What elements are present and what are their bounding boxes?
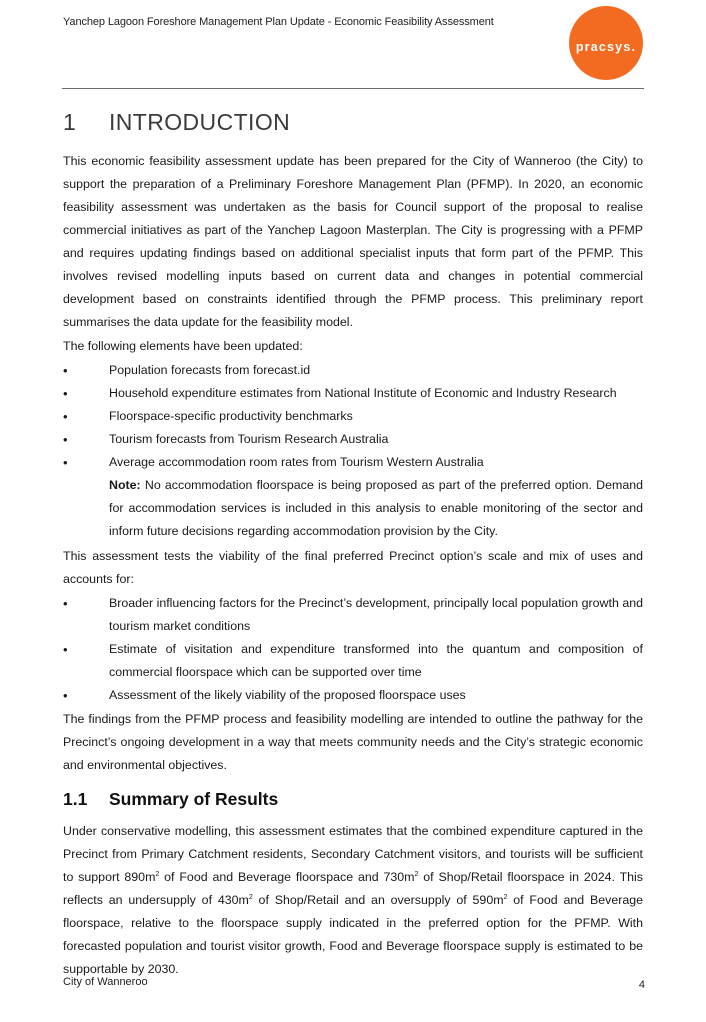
list-item: • Floorspace-specific productivity benchmarks [63,405,643,428]
logo-text: pracsys. [575,40,637,54]
subsection-heading [63,787,643,811]
list-item: • Tourism forecasts from Tourism Research Australia [63,428,643,451]
findings-paragraph: The findings from the PFMP process and feasibility modelling are intended to outline the pathway for the Precinct’s ongoing development in a way that meets community needs and the City’s strategic economic and environmental objectives. [63,712,643,772]
page-number: 4 [638,979,645,991]
note-text: No accommodation floorspace is being proposed as part of the preferred option. Demand for accommodation services is included in this analysis to enable monitoring of the sector and inform future decisions regarding accommodation provision by the City. [109,478,643,538]
updated-list [63,359,643,474]
list-item: • Household expenditure estimates from National Institute of Economic and Industry Research [63,382,643,405]
superscript: 2 [155,870,160,878]
document-title: Yanchep Lagoon Foreshore Management Plan Update - Economic Feasibility Assessment [63,16,494,28]
list-item: • Broader influencing factors for the Precinct’s development, principally local population growth and tourism market conditions [63,592,643,638]
summary-text: of Food and Beverage floorspace, relative to the floorspace supply indicated in the preferred option for the PFMP. With forecasted population and tourist visitor growth, Food and Beverage floorspace supply is estimated to be supportable by 2030. [63,893,644,976]
pracsys-logo [569,6,643,80]
superscript: 2 [503,893,508,901]
intro-paragraph: This economic feasibility assessment update has been prepared for the City of Wanneroo (the City) to support the preparation of a Preliminary Foreshore Management Plan (PFMP). In 2020, an economic feasibility assessment was undertaken as the basis for Council support of the proposal to realise commercial initiatives as part of the Yanchep Lagoon Masterplan. The City is progressing with a PFMP and requires updating findings based on additional specialist inputs that form part of the PFMP. This involves revised modelling inputs based on current data and changes in potential commercial development based on constraints identified through the PFMP process. This preliminary report summarises the data update for the feasibility model. [63,154,643,329]
subsection-number: 1.1 [63,789,88,809]
subsection-title: Summary of Results [109,789,279,809]
tests-lead: This assessment tests the viability of the final preferred Precinct option’s scale and mix of uses and accounts for: [63,549,643,586]
summary-text: Under conservative modelling, this assessment estimates that the combined expenditure captured in the Precinct from Primary Catchment residents, Secondary Catchment visitors, and tourists will be sufficient to support 890m [63,824,643,884]
note-paragraph [63,474,643,543]
summary-text: of Shop/Retail floorspace in 2024. This reflects an undersupply of 430m [63,870,643,907]
footer-organisation: City of Wanneroo [63,976,148,988]
list-item: • Population forecasts from forecast.id [63,359,643,382]
section-number: 1 [63,109,77,135]
list-item: • Assessment of the likely viability of the proposed floorspace uses [63,684,643,707]
page-body [63,150,643,982]
superscript: 2 [248,893,253,901]
updated-lead: The following elements have been updated: [63,339,303,353]
list-item: • Estimate of visitation and expenditure transformed into the quantum and composition of commercial floorspace which can be supported over time [63,638,643,684]
list-item: • Average accommodation room rates from Tourism Western Australia [63,451,643,474]
summary-text: of Food and Beverage floorspace and 730m [159,870,415,884]
tests-list [63,592,643,707]
note-label: Note: [109,478,141,492]
superscript: 2 [414,870,419,878]
summary-text: of Shop/Retail and an oversupply of 590m [252,893,504,907]
section-heading [63,109,290,136]
header-divider [62,88,644,89]
section-title: INTRODUCTION [109,109,291,135]
summary-paragraph [63,820,643,981]
